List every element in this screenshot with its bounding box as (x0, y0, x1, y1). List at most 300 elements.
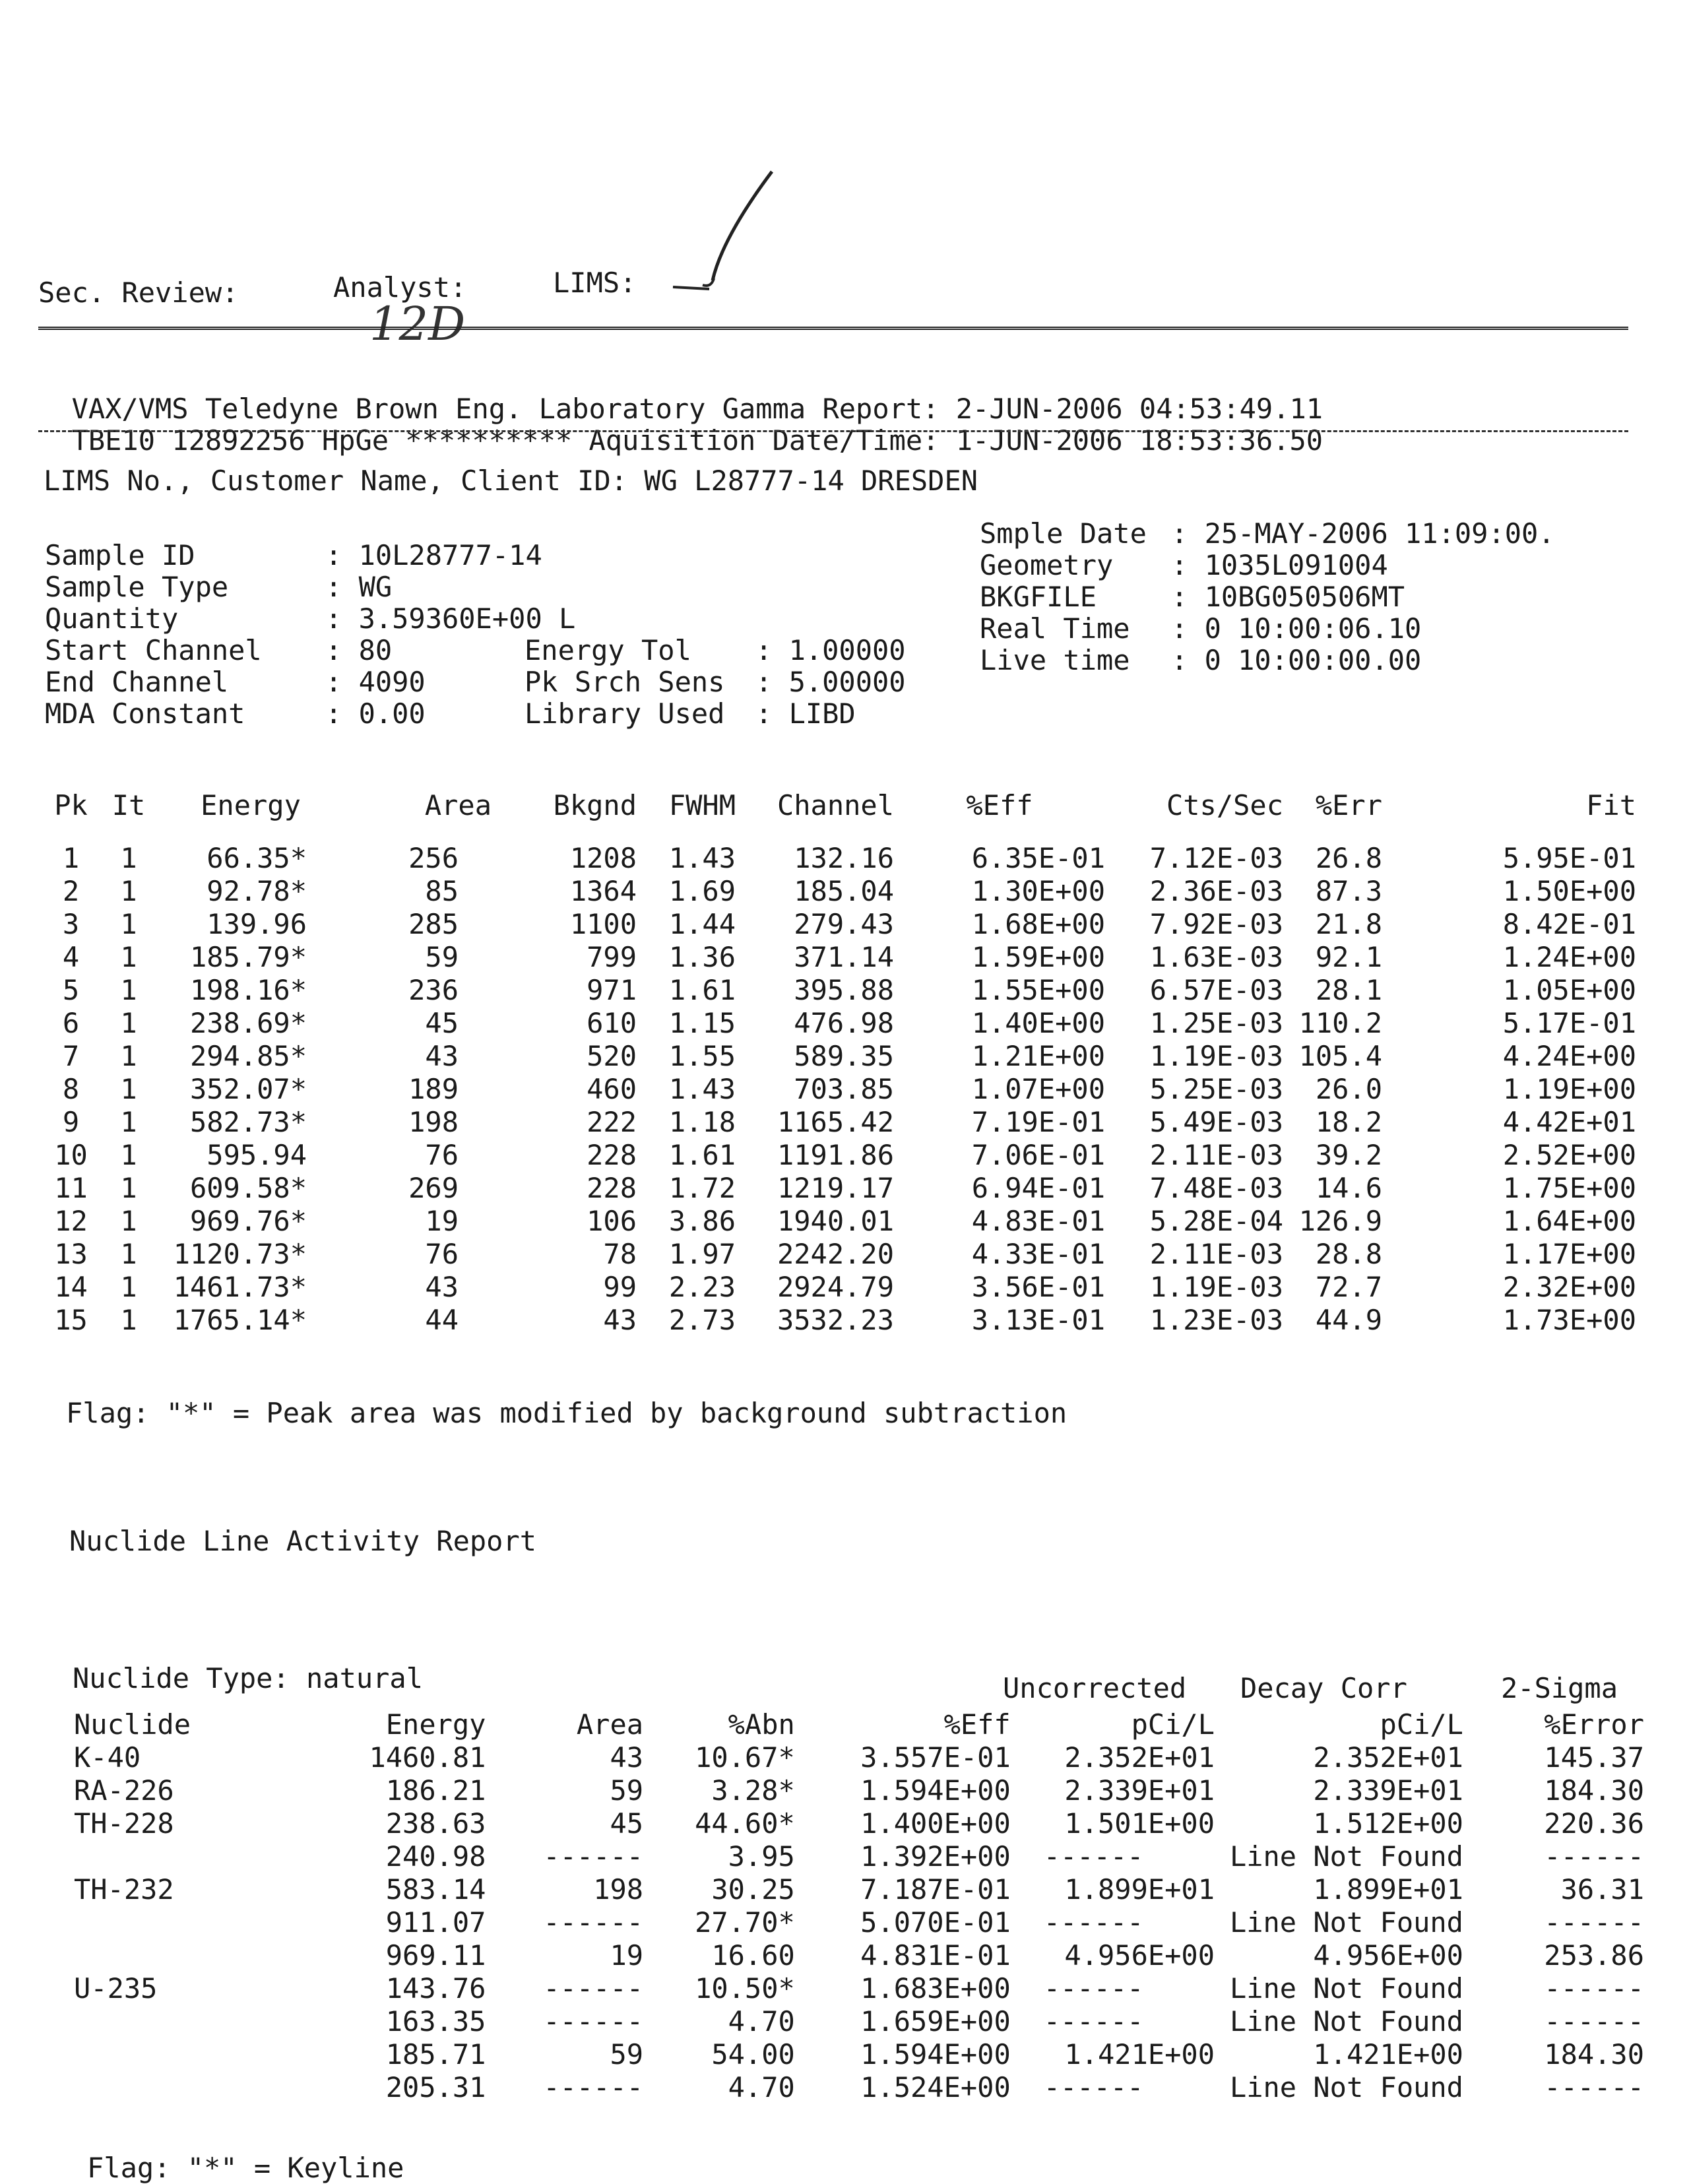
peak-cell: 1364 (569, 874, 637, 907)
nuclide-row (74, 1807, 1644, 1840)
nuclide-cell: 54.00 (711, 2038, 795, 2071)
pk-srch-sens-row: Pk Srch Sens : 5.00000 (525, 666, 906, 698)
col-energy: Energy (201, 788, 301, 821)
peak-cell: 76 (425, 1138, 459, 1171)
peak-row (40, 1237, 1636, 1270)
nuclide-cell: 1.659E+00 (860, 2005, 1011, 2038)
peak-flag-note: Flag: "*" = Peak area was modified by background subtraction (66, 1397, 1068, 1429)
nuclide-cell: 143.76 (385, 1972, 486, 2005)
peak-cell: 5.49E-03 (1149, 1105, 1283, 1138)
peak-cell: 476.98 (794, 1006, 894, 1039)
peak-cell: 3.86 (668, 1204, 736, 1237)
peak-cell: 4.42E+01 (1502, 1105, 1636, 1138)
peak-cell: 4 (62, 940, 80, 973)
nuclide-cell: 10.67* (695, 1741, 795, 1774)
nuclide-cell: TH-228 (74, 1807, 174, 1840)
peak-cell: 4.24E+00 (1502, 1039, 1636, 1072)
geometry-row: Geometry : 1035L091004 (980, 549, 1388, 581)
sample-info-left (45, 540, 575, 730)
peak-cell: 5.95E-01 (1502, 841, 1636, 874)
peak-row (40, 841, 1636, 874)
peak-cell: 8.42E-01 (1502, 907, 1636, 940)
nuclide-cell: 186.21 (385, 1774, 486, 1807)
peak-cell: 4.83E-01 (971, 1204, 1105, 1237)
nuclide-cell: 253.86 (1544, 1939, 1644, 1972)
peak-cell: 12 (54, 1204, 88, 1237)
peak-cell: 1 (120, 841, 137, 874)
sample-info-middle (525, 635, 906, 730)
col-decay-corr-pci: pCi/L (1380, 1708, 1463, 1741)
nuclide-cell: Line Not Found (1229, 2071, 1463, 2104)
peak-cell: 1.23E-03 (1149, 1303, 1283, 1336)
peak-cell: 7.19E-01 (971, 1105, 1105, 1138)
nuclide-row (74, 1774, 1644, 1807)
peak-cell: 189 (408, 1072, 459, 1105)
peak-cell: 228 (587, 1171, 637, 1204)
peak-cell: 1.61 (668, 1138, 736, 1171)
peak-cell: 198.16* (189, 973, 307, 1006)
nuclide-cell: 184.30 (1544, 2038, 1644, 2071)
peak-cell: 610 (587, 1006, 637, 1039)
peak-cell: 2.36E-03 (1149, 874, 1283, 907)
peak-cell: 371.14 (794, 940, 894, 973)
col-it: It (112, 788, 146, 821)
nuclide-cell: 4.956E+00 (1064, 1939, 1215, 1972)
peak-cell: 21.8 (1315, 907, 1382, 940)
peak-cell: 1.64E+00 (1502, 1204, 1636, 1237)
peak-cell: 228 (587, 1138, 637, 1171)
peak-cell: 5.17E-01 (1502, 1006, 1636, 1039)
nuclide-cell: TH-232 (74, 1873, 174, 1906)
peak-cell: 269 (408, 1171, 459, 1204)
nuclide-cell: 1.421E+00 (1313, 2038, 1463, 2071)
peak-cell: 1 (120, 1204, 137, 1237)
nuclide-cell: 969.11 (385, 1939, 486, 1972)
nuclide-cell: ------ (1544, 1906, 1644, 1939)
nuclide-cell: 3.557E-01 (860, 1741, 1011, 1774)
peak-cell: 2242.20 (777, 1237, 894, 1270)
peak-cell: 92.78* (207, 874, 307, 907)
col-nuc-area: Area (576, 1708, 644, 1741)
nuclide-cell: 185.71 (385, 2038, 486, 2071)
nuclide-cell: 163.35 (385, 2005, 486, 2038)
peak-cell: 1.68E+00 (971, 907, 1105, 940)
nuclide-cell: ------ (1544, 2071, 1644, 2104)
peak-cell: 1.97 (668, 1237, 736, 1270)
peak-cell: 28.8 (1315, 1237, 1382, 1270)
peak-cell: 222 (587, 1105, 637, 1138)
sample-id-row: Sample ID : 10L28777-14 (45, 539, 542, 571)
nuclide-cell: 220.36 (1544, 1807, 1644, 1840)
nuclide-cell: 198 (593, 1873, 644, 1906)
nuclide-cell: ------ (1544, 1840, 1644, 1873)
peak-cell: 99 (603, 1270, 637, 1303)
nuclide-cell: 2.352E+01 (1313, 1741, 1463, 1774)
peak-cell: 1.50E+00 (1502, 874, 1636, 907)
peak-cell: 1.55E+00 (971, 973, 1105, 1006)
acquisition-line: TBE10 12892256 HpGe ********** Aquisition Date/Time: 1-JUN-2006 18:53:36.50 (71, 424, 1323, 457)
peak-cell: 7.06E-01 (971, 1138, 1105, 1171)
peak-row (40, 1105, 1636, 1138)
peak-cell: 1 (120, 973, 137, 1006)
peak-table (40, 788, 1636, 1336)
nuclide-cell: U-235 (74, 1972, 158, 2005)
analyst-label: Analyst: (333, 271, 467, 304)
peak-cell: 87.3 (1315, 874, 1382, 907)
nuclide-cell: Line Not Found (1229, 1840, 1463, 1873)
peak-cell: 43 (425, 1039, 459, 1072)
nuclide-cell: ------ (543, 1840, 644, 1873)
peak-cell: 126.9 (1298, 1204, 1382, 1237)
nuclide-cell: 1.501E+00 (1064, 1807, 1215, 1840)
double-rule (38, 327, 1628, 330)
peak-cell: 1 (120, 1039, 137, 1072)
peak-cell: 7.12E-03 (1149, 841, 1283, 874)
peak-cell: 18.2 (1315, 1105, 1382, 1138)
nuclide-cell: K-40 (74, 1741, 141, 1774)
peak-cell: 2.23 (668, 1270, 736, 1303)
lims-checkmark (666, 165, 785, 297)
nuclide-cell: 4.831E-01 (860, 1939, 1011, 1972)
nuclide-cell: ------ (543, 2071, 644, 2104)
peak-cell: 1.44 (668, 907, 736, 940)
peak-cell: 256 (408, 841, 459, 874)
peak-cell: 1219.17 (777, 1171, 894, 1204)
peak-cell: 44.9 (1315, 1303, 1382, 1336)
peak-cell: 6 (62, 1006, 80, 1039)
peak-cell: 609.58* (189, 1171, 307, 1204)
col-fit: Fit (1586, 788, 1636, 821)
bkgfile-row: BKGFILE : 10BG050506MT (980, 581, 1405, 613)
nuclide-cell: 583.14 (385, 1873, 486, 1906)
peak-cell: 1 (120, 1171, 137, 1204)
peak-cell: 185.79* (189, 940, 307, 973)
peak-cell: 13 (54, 1237, 88, 1270)
peak-cell: 39.2 (1315, 1138, 1382, 1171)
peak-row (40, 940, 1636, 973)
peak-cell: 6.57E-03 (1149, 973, 1283, 1006)
peak-cell: 3532.23 (777, 1303, 894, 1336)
peak-cell: 2.32E+00 (1502, 1270, 1636, 1303)
nuclide-row (74, 1939, 1644, 1972)
peak-cell: 5.25E-03 (1149, 1072, 1283, 1105)
peak-cell: 72.7 (1315, 1270, 1382, 1303)
sec-review-label: Sec. Review: (38, 276, 239, 309)
nuclide-cell: 43 (610, 1741, 644, 1774)
nuclide-cell: 7.187E-01 (860, 1873, 1011, 1906)
nuclide-cell: 3.28* (711, 1774, 795, 1807)
peak-cell: 1120.73* (173, 1237, 307, 1270)
nuclide-cell: 184.30 (1544, 1774, 1644, 1807)
sample-info-right (980, 518, 1555, 676)
peak-cell: 1940.01 (777, 1204, 894, 1237)
nuclide-cell: 1.392E+00 (860, 1840, 1011, 1873)
peak-cell: 799 (587, 940, 637, 973)
peak-cell: 66.35* (207, 841, 307, 874)
real-time-row: Real Time : 0 10:00:06.10 (980, 612, 1422, 645)
nuclide-cell: ------ (1043, 1906, 1144, 1939)
peak-cell: 7 (62, 1039, 80, 1072)
peak-cell: 85 (425, 874, 459, 907)
lims-customer-line: LIMS No., Customer Name, Client ID: WG L28777-14 DRESDEN (44, 465, 978, 497)
col-err: %Err (1315, 788, 1382, 821)
peak-cell: 198 (408, 1105, 459, 1138)
peak-cell: 1 (120, 1303, 137, 1336)
peak-cell: 3 (62, 907, 80, 940)
peak-cell: 19 (425, 1204, 459, 1237)
peak-cell: 26.8 (1315, 841, 1382, 874)
nuclide-cell (74, 2005, 263, 2038)
nuclide-table (74, 1708, 1644, 2104)
peak-cell: 6.94E-01 (971, 1171, 1105, 1204)
peak-cell: 2 (62, 874, 80, 907)
peak-cell: 582.73* (189, 1105, 307, 1138)
nuclide-cell (74, 1840, 263, 1873)
peak-cell: 1.19E-03 (1149, 1270, 1283, 1303)
peak-cell: 1 (120, 940, 137, 973)
nuclide-cell: Line Not Found (1229, 1972, 1463, 2005)
peak-cell: 1.59E+00 (971, 940, 1105, 973)
nuclide-cell: ------ (1043, 2005, 1144, 2038)
nuclide-flag-note: Flag: "*" = Keyline (87, 2152, 404, 2184)
peak-cell: 1.55 (668, 1039, 736, 1072)
nuclide-cell: Line Not Found (1229, 1906, 1463, 1939)
sample-type-row: Sample Type : WG (45, 571, 393, 603)
nuclide-cell: 2.339E+01 (1064, 1774, 1215, 1807)
nuclide-cell: 2.352E+01 (1064, 1741, 1215, 1774)
peak-cell: 1.21E+00 (971, 1039, 1105, 1072)
mda-constant-row: MDA Constant : 0.00 (45, 697, 426, 730)
peak-cell: 2.73 (668, 1303, 736, 1336)
peak-cell: 1 (120, 1006, 137, 1039)
peak-cell: 1165.42 (777, 1105, 894, 1138)
peak-cell: 78 (603, 1237, 637, 1270)
nuclide-row (74, 1741, 1644, 1774)
peak-cell: 7.92E-03 (1149, 907, 1283, 940)
nuclide-cell: 3.95 (728, 1840, 795, 1873)
col-pk: Pk (54, 788, 88, 821)
nuclide-row (74, 1873, 1644, 1906)
peak-cell: 1.07E+00 (971, 1072, 1105, 1105)
col-cts-sec: Cts/Sec (1166, 788, 1283, 821)
peak-cell: 595.94 (207, 1138, 307, 1171)
col-nuclide: Nuclide (74, 1708, 191, 1741)
nuclide-row (74, 1972, 1644, 2005)
peak-cell: 285 (408, 907, 459, 940)
nuclide-cell: ------ (1544, 1972, 1644, 2005)
peak-cell: 1.40E+00 (971, 1006, 1105, 1039)
nuclide-cell (74, 2071, 263, 2104)
peak-cell: 1 (120, 874, 137, 907)
peak-row (40, 1138, 1636, 1171)
peak-cell: 1 (120, 1237, 137, 1270)
col-nuc-energy: Energy (385, 1708, 486, 1741)
peak-cell: 1.43 (668, 841, 736, 874)
peak-cell: 106 (587, 1204, 637, 1237)
nuclide-cell: 1.400E+00 (860, 1807, 1011, 1840)
nuclide-cell: 19 (610, 1939, 644, 1972)
nuclide-cell: ------ (1043, 2071, 1144, 2104)
col-channel: Channel (777, 788, 894, 821)
start-channel-row: Start Channel : 80 (45, 634, 393, 666)
end-channel-row: End Channel : 4090 (45, 666, 426, 698)
col-bkgnd: Bkgnd (553, 788, 637, 821)
nuclide-type-line: Nuclide Type: natural (73, 1662, 424, 1694)
peak-row (40, 1171, 1636, 1204)
nuclide-cell: 44.60* (695, 1807, 795, 1840)
peak-cell: 15 (54, 1303, 88, 1336)
peak-row (40, 1204, 1636, 1237)
peak-cell: 1.19E+00 (1502, 1072, 1636, 1105)
peak-cell: 26.0 (1315, 1072, 1382, 1105)
energy-tol-row: Energy Tol : 1.00000 (525, 634, 906, 666)
nuclide-cell: ------ (543, 2005, 644, 2038)
peak-cell: 59 (425, 940, 459, 973)
nuclide-cell: ------ (543, 1972, 644, 2005)
peak-cell: 1.15 (668, 1006, 736, 1039)
peak-cell: 28.1 (1315, 973, 1382, 1006)
nuclide-cell (74, 1906, 263, 1939)
peak-cell: 76 (425, 1237, 459, 1270)
peak-cell: 1208 (569, 841, 637, 874)
peak-cell: 1.43 (668, 1072, 736, 1105)
nuclide-cell: 911.07 (385, 1906, 486, 1939)
peak-cell: 1.61 (668, 973, 736, 1006)
nuclide-cell: 16.60 (711, 1939, 795, 1972)
nuclide-cell: ------ (543, 1906, 644, 1939)
dashed-rule (38, 430, 1628, 432)
analyst-initials: 12D (369, 297, 466, 351)
peak-cell: 1 (120, 1270, 137, 1303)
peak-cell: 1 (120, 1138, 137, 1171)
peak-cell: 395.88 (794, 973, 894, 1006)
nuclide-cell (74, 1939, 263, 1972)
peak-cell: 4.33E-01 (971, 1237, 1105, 1270)
peak-cell: 589.35 (794, 1039, 894, 1072)
nuclide-cell: 4.70 (728, 2071, 795, 2104)
nuclide-cell: 1.512E+00 (1313, 1807, 1463, 1840)
peak-cell: 45 (425, 1006, 459, 1039)
peak-cell: 1 (120, 1105, 137, 1138)
peak-cell: 2.52E+00 (1502, 1138, 1636, 1171)
peak-cell: 352.07* (189, 1072, 307, 1105)
nuclide-cell: 1.899E+01 (1064, 1873, 1215, 1906)
col-uncorrected-pci: pCi/L (1131, 1708, 1215, 1741)
peak-cell: 1.05E+00 (1502, 973, 1636, 1006)
peak-cell: 238.69* (189, 1006, 307, 1039)
peak-row (40, 1006, 1636, 1039)
peak-cell: 236 (408, 973, 459, 1006)
peak-cell: 1.75E+00 (1502, 1171, 1636, 1204)
nuclide-cell: 5.070E-01 (860, 1906, 1011, 1939)
nuclide-cell: 59 (610, 2038, 644, 2071)
nuclide-cell: 1460.81 (369, 1741, 486, 1774)
nuclide-cell: 59 (610, 1774, 644, 1807)
peak-cell: 1765.14* (173, 1303, 307, 1336)
col-area: Area (424, 788, 492, 821)
col-nuc-eff: %Eff (943, 1708, 1011, 1741)
peak-cell: 1.72 (668, 1171, 736, 1204)
peak-cell: 1.18 (668, 1105, 736, 1138)
peak-cell: 2.11E-03 (1149, 1138, 1283, 1171)
nuclide-cell: 10.50* (695, 1972, 795, 2005)
nuclide-cell: 238.63 (385, 1807, 486, 1840)
peak-cell: 11 (54, 1171, 88, 1204)
header-uncorrected: Uncorrected (1003, 1672, 1187, 1704)
peak-cell: 14 (54, 1270, 88, 1303)
nuclide-cell: 1.594E+00 (860, 2038, 1011, 2071)
nuclide-cell: Line Not Found (1229, 2005, 1463, 2038)
peak-cell: 2924.79 (777, 1270, 894, 1303)
peak-cell: 1 (120, 907, 137, 940)
peak-cell: 139.96 (207, 907, 307, 940)
nuclide-row (74, 1906, 1644, 1939)
peak-cell: 1.36 (668, 940, 736, 973)
peak-cell: 43 (425, 1270, 459, 1303)
nuclide-cell: 45 (610, 1807, 644, 1840)
peak-cell: 294.85* (189, 1039, 307, 1072)
nuclide-cell: 30.25 (711, 1873, 795, 1906)
nuclide-row (74, 2071, 1644, 2104)
peak-cell: 110.2 (1298, 1006, 1382, 1039)
peak-cell: 9 (62, 1105, 80, 1138)
peak-row (40, 973, 1636, 1006)
peak-cell: 1.63E-03 (1149, 940, 1283, 973)
col-sigma-error: %Error (1544, 1708, 1644, 1741)
nuclide-row (74, 2038, 1644, 2071)
peak-cell: 1 (120, 1072, 137, 1105)
nuclide-cell (74, 2038, 263, 2071)
nuclide-cell: 1.683E+00 (860, 1972, 1011, 2005)
nuclide-cell: 1.421E+00 (1064, 2038, 1215, 2071)
peak-cell: 92.1 (1315, 940, 1382, 973)
peak-cell: 2.11E-03 (1149, 1237, 1283, 1270)
peak-row (40, 874, 1636, 907)
peak-cell: 1.25E-03 (1149, 1006, 1283, 1039)
peak-row (40, 1270, 1636, 1303)
nuclide-row (74, 2005, 1644, 2038)
peak-cell: 6.35E-01 (971, 841, 1105, 874)
peak-cell: 1.17E+00 (1502, 1237, 1636, 1270)
peak-cell: 460 (587, 1072, 637, 1105)
quantity-row: Quantity : 3.59360E+00 L (45, 602, 576, 635)
nuclide-cell: 4.70 (728, 2005, 795, 2038)
peak-row (40, 1072, 1636, 1105)
peak-cell: 1461.73* (173, 1270, 307, 1303)
peak-cell: 5 (62, 973, 80, 1006)
nuclide-row (74, 1840, 1644, 1873)
peak-cell: 1100 (569, 907, 637, 940)
peak-cell: 3.13E-01 (971, 1303, 1105, 1336)
peak-cell: 279.43 (794, 907, 894, 940)
peak-cell: 43 (603, 1303, 637, 1336)
nuclide-cell: 145.37 (1544, 1741, 1644, 1774)
peak-cell: 105.4 (1298, 1039, 1382, 1072)
nuclide-cell: ------ (1544, 2005, 1644, 2038)
nuclide-cell: 4.956E+00 (1313, 1939, 1463, 1972)
nuclide-cell: 1.524E+00 (860, 2071, 1011, 2104)
col-eff: %Eff (966, 788, 1033, 821)
peak-row (40, 1303, 1636, 1336)
nuclide-cell: ------ (1043, 1840, 1144, 1873)
nuclide-cell: 240.98 (385, 1840, 486, 1873)
nuclide-cell: RA-226 (74, 1774, 174, 1807)
header-decay-corr: Decay Corr (1240, 1672, 1407, 1704)
nuclide-cell: 2.339E+01 (1313, 1774, 1463, 1807)
peak-cell: 520 (587, 1039, 637, 1072)
nuclide-cell: 1.594E+00 (860, 1774, 1011, 1807)
peak-cell: 703.85 (794, 1072, 894, 1105)
